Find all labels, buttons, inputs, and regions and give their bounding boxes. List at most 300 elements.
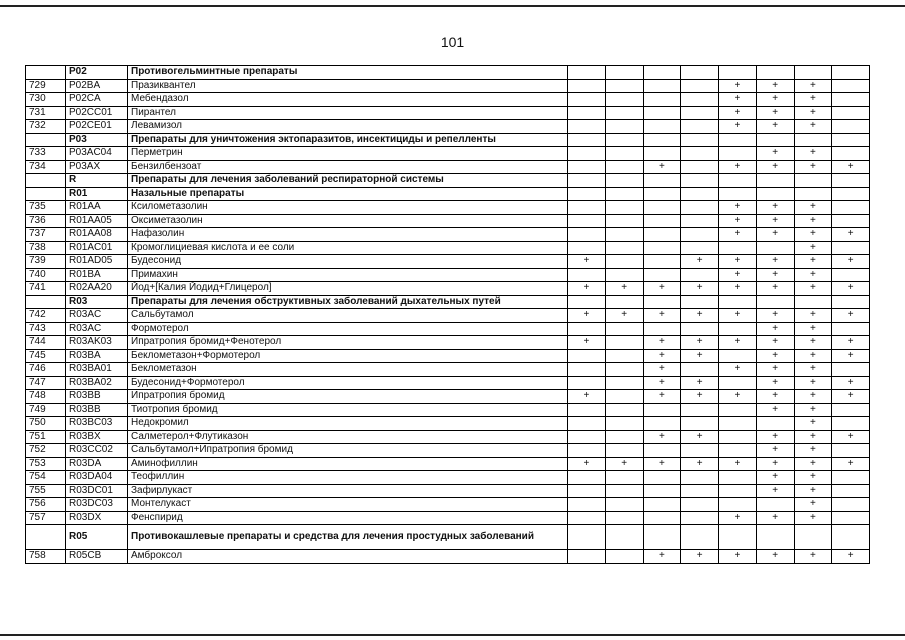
table-row	[26, 106, 870, 120]
mark-cell	[719, 403, 757, 417]
mark-cell: +	[605, 309, 643, 323]
drug-name: Левамизол	[128, 120, 568, 134]
mark-cell	[643, 174, 681, 188]
table-row	[26, 511, 870, 525]
atc-code: P02CC01	[66, 106, 128, 120]
mark-cell	[568, 187, 606, 201]
mark-cell	[568, 376, 606, 390]
table-row	[26, 201, 870, 215]
mark-cell	[643, 93, 681, 107]
mark-cell	[568, 471, 606, 485]
mark-cell	[681, 484, 719, 498]
mark-cell	[832, 214, 870, 228]
table-row	[26, 444, 870, 458]
mark-cell: +	[756, 349, 794, 363]
mark-cell: +	[568, 390, 606, 404]
drug-name: Пирантел	[128, 106, 568, 120]
mark-cell: +	[719, 214, 757, 228]
row-number	[26, 174, 66, 188]
mark-cell: +	[719, 79, 757, 93]
mark-cell: +	[681, 282, 719, 296]
atc-code: P03AC04	[66, 147, 128, 161]
mark-cell: +	[719, 550, 757, 564]
mark-cell	[719, 295, 757, 309]
mark-cell	[832, 444, 870, 458]
row-number: 746	[26, 363, 66, 377]
mark-cell: +	[568, 336, 606, 350]
atc-code: R03BA01	[66, 363, 128, 377]
mark-cell	[568, 201, 606, 215]
atc-code: R03AC	[66, 309, 128, 323]
atc-code: R03BX	[66, 430, 128, 444]
mark-cell: +	[756, 457, 794, 471]
mark-cell	[568, 444, 606, 458]
drug-name: Противогельминтные препараты	[128, 66, 568, 80]
mark-cell	[794, 295, 832, 309]
mark-cell	[681, 444, 719, 458]
mark-cell	[832, 66, 870, 80]
atc-code: R01AA08	[66, 228, 128, 242]
mark-cell	[643, 417, 681, 431]
mark-cell	[643, 295, 681, 309]
atc-code: R01AA	[66, 201, 128, 215]
mark-cell	[832, 268, 870, 282]
mark-cell	[681, 525, 719, 550]
table-row	[26, 349, 870, 363]
drug-name: Назальные препараты	[128, 187, 568, 201]
mark-cell	[605, 133, 643, 147]
mark-cell: +	[756, 550, 794, 564]
section-row	[26, 525, 870, 550]
atc-code: R01AC01	[66, 241, 128, 255]
mark-cell	[719, 471, 757, 485]
drug-name: Мебендазол	[128, 93, 568, 107]
mark-cell: +	[832, 376, 870, 390]
mark-cell: +	[794, 282, 832, 296]
mark-cell	[605, 255, 643, 269]
mark-cell	[756, 174, 794, 188]
row-number	[26, 66, 66, 80]
mark-cell	[719, 322, 757, 336]
mark-cell	[643, 403, 681, 417]
mark-cell	[719, 430, 757, 444]
mark-cell: +	[719, 160, 757, 174]
mark-cell: +	[832, 430, 870, 444]
mark-cell	[643, 241, 681, 255]
mark-cell	[643, 255, 681, 269]
atc-code: R03	[66, 295, 128, 309]
mark-cell: +	[794, 430, 832, 444]
drug-name: Празиквантел	[128, 79, 568, 93]
atc-code: R03CC02	[66, 444, 128, 458]
mark-cell	[756, 241, 794, 255]
mark-cell: +	[794, 79, 832, 93]
row-number: 740	[26, 268, 66, 282]
mark-cell: +	[794, 349, 832, 363]
atc-code: R01BA	[66, 268, 128, 282]
mark-cell	[568, 363, 606, 377]
mark-cell: +	[794, 498, 832, 512]
row-number: 749	[26, 403, 66, 417]
mark-cell: +	[756, 268, 794, 282]
mark-cell	[832, 174, 870, 188]
row-number: 737	[26, 228, 66, 242]
section-row	[26, 133, 870, 147]
row-number: 757	[26, 511, 66, 525]
drug-name: Ипратропия бромид+Фенотерол	[128, 336, 568, 350]
table-row	[26, 160, 870, 174]
mark-cell	[643, 228, 681, 242]
mark-cell	[568, 160, 606, 174]
mark-cell: +	[756, 147, 794, 161]
mark-cell	[832, 363, 870, 377]
row-number: 733	[26, 147, 66, 161]
mark-cell	[832, 403, 870, 417]
mark-cell	[719, 525, 757, 550]
mark-cell	[605, 336, 643, 350]
mark-cell: +	[605, 282, 643, 296]
mark-cell: +	[756, 403, 794, 417]
mark-cell: +	[832, 282, 870, 296]
row-number: 753	[26, 457, 66, 471]
mark-cell: +	[756, 322, 794, 336]
table-row	[26, 228, 870, 242]
mark-cell: +	[681, 349, 719, 363]
row-number: 729	[26, 79, 66, 93]
mark-cell	[832, 147, 870, 161]
atc-code: R05	[66, 525, 128, 550]
mark-cell: +	[719, 120, 757, 134]
table-row	[26, 403, 870, 417]
mark-cell: +	[719, 390, 757, 404]
mark-cell	[832, 484, 870, 498]
table-row	[26, 120, 870, 134]
table-row	[26, 255, 870, 269]
mark-cell	[643, 322, 681, 336]
mark-cell: +	[794, 120, 832, 134]
mark-cell	[681, 241, 719, 255]
table-row	[26, 363, 870, 377]
mark-cell: +	[794, 106, 832, 120]
mark-cell	[605, 484, 643, 498]
mark-cell	[605, 214, 643, 228]
atc-code: P02	[66, 66, 128, 80]
row-number: 752	[26, 444, 66, 458]
mark-cell: +	[605, 457, 643, 471]
table-row	[26, 336, 870, 350]
mark-cell	[605, 228, 643, 242]
mark-cell: +	[681, 550, 719, 564]
row-number: 744	[26, 336, 66, 350]
mark-cell	[756, 525, 794, 550]
mark-cell: +	[568, 309, 606, 323]
mark-cell	[681, 498, 719, 512]
mark-cell	[719, 174, 757, 188]
mark-cell	[643, 268, 681, 282]
drug-name: Беклометазон+Формотерол	[128, 349, 568, 363]
drug-name: Примахин	[128, 268, 568, 282]
mark-cell	[794, 66, 832, 80]
atc-code: P02CE01	[66, 120, 128, 134]
mark-cell	[681, 187, 719, 201]
mark-cell	[756, 498, 794, 512]
mark-cell	[681, 93, 719, 107]
mark-cell: +	[794, 550, 832, 564]
mark-cell: +	[719, 93, 757, 107]
mark-cell: +	[832, 550, 870, 564]
mark-cell: +	[794, 484, 832, 498]
mark-cell	[832, 498, 870, 512]
drug-name: Препараты для уничтожения эктопаразитов, инсектициды и репелленты	[128, 133, 568, 147]
mark-cell: +	[756, 214, 794, 228]
mark-cell: +	[719, 336, 757, 350]
mark-cell	[681, 268, 719, 282]
mark-cell: +	[568, 282, 606, 296]
section-row	[26, 66, 870, 80]
mark-cell: +	[756, 376, 794, 390]
mark-cell: +	[794, 390, 832, 404]
table-row	[26, 376, 870, 390]
mark-cell	[568, 147, 606, 161]
mark-cell	[681, 228, 719, 242]
atc-code: R	[66, 174, 128, 188]
mark-cell	[832, 133, 870, 147]
mark-cell: +	[643, 390, 681, 404]
drug-name: Недокромил	[128, 417, 568, 431]
mark-cell	[568, 403, 606, 417]
mark-cell	[681, 133, 719, 147]
mark-cell	[681, 120, 719, 134]
mark-cell	[832, 525, 870, 550]
drug-name: Монтелукаст	[128, 498, 568, 512]
mark-cell	[605, 471, 643, 485]
mark-cell	[568, 228, 606, 242]
mark-cell	[756, 417, 794, 431]
atc-code: R03BA02	[66, 376, 128, 390]
mark-cell	[568, 268, 606, 282]
mark-cell: +	[568, 255, 606, 269]
mark-cell: +	[794, 201, 832, 215]
mark-cell	[643, 133, 681, 147]
mark-cell: +	[756, 430, 794, 444]
mark-cell: +	[832, 255, 870, 269]
mark-cell	[605, 147, 643, 161]
mark-cell	[794, 525, 832, 550]
mark-cell	[605, 295, 643, 309]
row-number: 745	[26, 349, 66, 363]
mark-cell: +	[794, 336, 832, 350]
mark-cell	[605, 174, 643, 188]
mark-cell	[568, 322, 606, 336]
mark-cell: +	[756, 160, 794, 174]
mark-cell	[568, 106, 606, 120]
mark-cell	[605, 363, 643, 377]
section-row	[26, 295, 870, 309]
mark-cell	[719, 376, 757, 390]
mark-cell: +	[719, 106, 757, 120]
mark-cell	[681, 417, 719, 431]
mark-cell: +	[756, 390, 794, 404]
mark-cell	[832, 120, 870, 134]
table-row	[26, 498, 870, 512]
mark-cell	[568, 133, 606, 147]
mark-cell: +	[832, 160, 870, 174]
mark-cell: +	[643, 430, 681, 444]
mark-cell	[832, 201, 870, 215]
mark-cell: +	[794, 444, 832, 458]
mark-cell	[832, 471, 870, 485]
atc-code: R03DC01	[66, 484, 128, 498]
row-number: 758	[26, 550, 66, 564]
mark-cell	[605, 349, 643, 363]
mark-cell: +	[756, 444, 794, 458]
table-row	[26, 430, 870, 444]
mark-cell: +	[756, 255, 794, 269]
table-row	[26, 457, 870, 471]
atc-code: R01	[66, 187, 128, 201]
row-number: 742	[26, 309, 66, 323]
mark-cell: +	[643, 376, 681, 390]
mark-cell	[605, 93, 643, 107]
table-row	[26, 390, 870, 404]
atc-code: R03DA04	[66, 471, 128, 485]
atc-code: R05CB	[66, 550, 128, 564]
mark-cell	[568, 174, 606, 188]
atc-code: P02CA	[66, 93, 128, 107]
mark-cell: +	[756, 363, 794, 377]
drug-name: Препараты для лечения заболеваний респираторной системы	[128, 174, 568, 188]
row-number: 751	[26, 430, 66, 444]
mark-cell	[681, 295, 719, 309]
atc-code: R03BC03	[66, 417, 128, 431]
table-row	[26, 214, 870, 228]
atc-code: P03AX	[66, 160, 128, 174]
mark-cell: +	[719, 228, 757, 242]
row-number: 736	[26, 214, 66, 228]
mark-cell: +	[719, 201, 757, 215]
mark-cell	[643, 147, 681, 161]
drug-name: Беклометазон	[128, 363, 568, 377]
table-row	[26, 309, 870, 323]
mark-cell	[568, 214, 606, 228]
mark-cell	[568, 417, 606, 431]
atc-code: P03	[66, 133, 128, 147]
mark-cell	[719, 187, 757, 201]
mark-cell: +	[681, 430, 719, 444]
mark-cell	[681, 511, 719, 525]
drug-name: Теофиллин	[128, 471, 568, 485]
mark-cell	[605, 241, 643, 255]
mark-cell	[605, 444, 643, 458]
mark-cell	[719, 349, 757, 363]
table-row	[26, 550, 870, 564]
mark-cell	[832, 106, 870, 120]
row-number	[26, 525, 66, 550]
bottom-rule	[0, 634, 905, 636]
mark-cell: +	[794, 403, 832, 417]
mark-cell	[756, 187, 794, 201]
drug-table	[25, 65, 870, 564]
mark-cell: +	[756, 120, 794, 134]
row-number: 743	[26, 322, 66, 336]
mark-cell: +	[832, 390, 870, 404]
atc-code: P02BA	[66, 79, 128, 93]
mark-cell	[681, 403, 719, 417]
drug-name: Будесонид	[128, 255, 568, 269]
drug-name: Ипратропия бромид	[128, 390, 568, 404]
mark-cell	[605, 417, 643, 431]
mark-cell: +	[643, 349, 681, 363]
atc-code: R03DX	[66, 511, 128, 525]
mark-cell: +	[756, 471, 794, 485]
mark-cell	[681, 160, 719, 174]
mark-cell: +	[643, 160, 681, 174]
drug-name: Сальбутамол+Ипратропия бромид	[128, 444, 568, 458]
row-number: 739	[26, 255, 66, 269]
mark-cell	[605, 79, 643, 93]
mark-cell	[794, 133, 832, 147]
table-row	[26, 241, 870, 255]
drug-name: Салметерол+Флутиказон	[128, 430, 568, 444]
mark-cell: +	[756, 201, 794, 215]
row-number	[26, 133, 66, 147]
drug-name: Будесонид+Формотерол	[128, 376, 568, 390]
mark-cell: +	[643, 457, 681, 471]
mark-cell: +	[794, 511, 832, 525]
mark-cell	[832, 93, 870, 107]
mark-cell: +	[643, 363, 681, 377]
mark-cell: +	[681, 255, 719, 269]
mark-cell: +	[719, 309, 757, 323]
mark-cell	[643, 79, 681, 93]
mark-cell: +	[719, 255, 757, 269]
mark-cell	[681, 363, 719, 377]
mark-cell	[719, 133, 757, 147]
mark-cell: +	[681, 336, 719, 350]
mark-cell	[643, 120, 681, 134]
drug-name: Сальбутамол	[128, 309, 568, 323]
mark-cell	[681, 66, 719, 80]
mark-cell: +	[832, 228, 870, 242]
mark-cell	[643, 444, 681, 458]
mark-cell	[794, 174, 832, 188]
section-row	[26, 174, 870, 188]
mark-cell: +	[643, 282, 681, 296]
mark-cell	[756, 295, 794, 309]
mark-cell	[568, 349, 606, 363]
drug-name: Аминофиллин	[128, 457, 568, 471]
table-row	[26, 93, 870, 107]
mark-cell	[605, 160, 643, 174]
mark-cell	[719, 484, 757, 498]
row-number: 756	[26, 498, 66, 512]
mark-cell: +	[756, 79, 794, 93]
mark-cell: +	[794, 471, 832, 485]
table-row	[26, 282, 870, 296]
mark-cell: +	[832, 336, 870, 350]
mark-cell: +	[794, 255, 832, 269]
atc-code: R03DA	[66, 457, 128, 471]
mark-cell: +	[719, 268, 757, 282]
drug-name: Противокашлевые препараты и средства для лечения простудных заболеваний	[128, 525, 568, 550]
mark-cell	[756, 66, 794, 80]
mark-cell: +	[794, 322, 832, 336]
mark-cell: +	[794, 376, 832, 390]
mark-cell: +	[681, 309, 719, 323]
row-number: 738	[26, 241, 66, 255]
mark-cell	[643, 201, 681, 215]
mark-cell: +	[794, 214, 832, 228]
